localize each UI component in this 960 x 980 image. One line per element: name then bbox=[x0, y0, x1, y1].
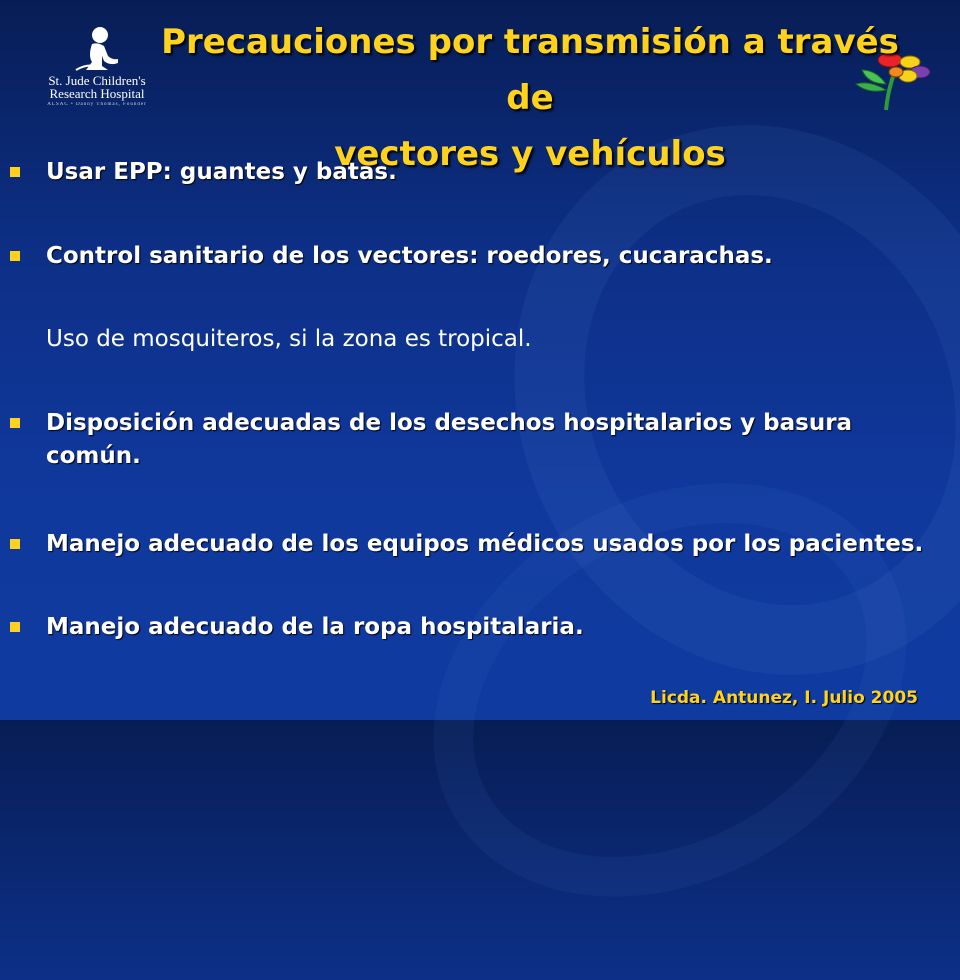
bullet-item-control-sanitario bbox=[10, 240, 930, 273]
logo-line-1: St. Jude Children's bbox=[48, 73, 146, 88]
bullet-square-icon bbox=[10, 251, 20, 261]
bullet-text: Manejo adecuado de los equipos médicos usados por los pacientes. bbox=[46, 531, 924, 557]
bullet-item-mosquiteros bbox=[10, 323, 930, 356]
child-silhouette-icon bbox=[72, 26, 122, 72]
bullet-text: Control sanitario de los vectores: roedores, cucarachas. bbox=[46, 243, 773, 269]
bullet-text: Disposición adecuadas de los desechos hospitalarios y basura común. bbox=[46, 410, 853, 469]
title-line-1: Precauciones por transmisión a través de bbox=[161, 22, 899, 118]
bullet-item-ropa bbox=[10, 611, 930, 644]
bullet-text: Uso de mosquiteros, si la zona es tropical. bbox=[46, 326, 532, 352]
title-line-2: vectores y vehículos bbox=[334, 134, 726, 174]
logo-line-3: ALSAC • Danny Thomas, Founder bbox=[47, 102, 147, 107]
bullet-text: Manejo adecuado de la ropa hospitalaria. bbox=[46, 614, 584, 640]
bullet-item-equipos bbox=[10, 528, 930, 561]
logo-line-2: Research Hospital bbox=[49, 86, 145, 101]
bullet-square-icon bbox=[10, 167, 20, 177]
footer-credit: Licda. Antunez, I. Julio 2005 bbox=[650, 688, 918, 708]
bullet-square-icon bbox=[10, 539, 20, 549]
bullet-text: Usar EPP: guantes y batas. bbox=[46, 159, 397, 185]
bullet-item-desechos bbox=[10, 407, 930, 473]
bullet-item-epp bbox=[10, 156, 930, 189]
bullet-square-icon bbox=[10, 418, 20, 428]
bullet-square-icon bbox=[10, 622, 20, 632]
